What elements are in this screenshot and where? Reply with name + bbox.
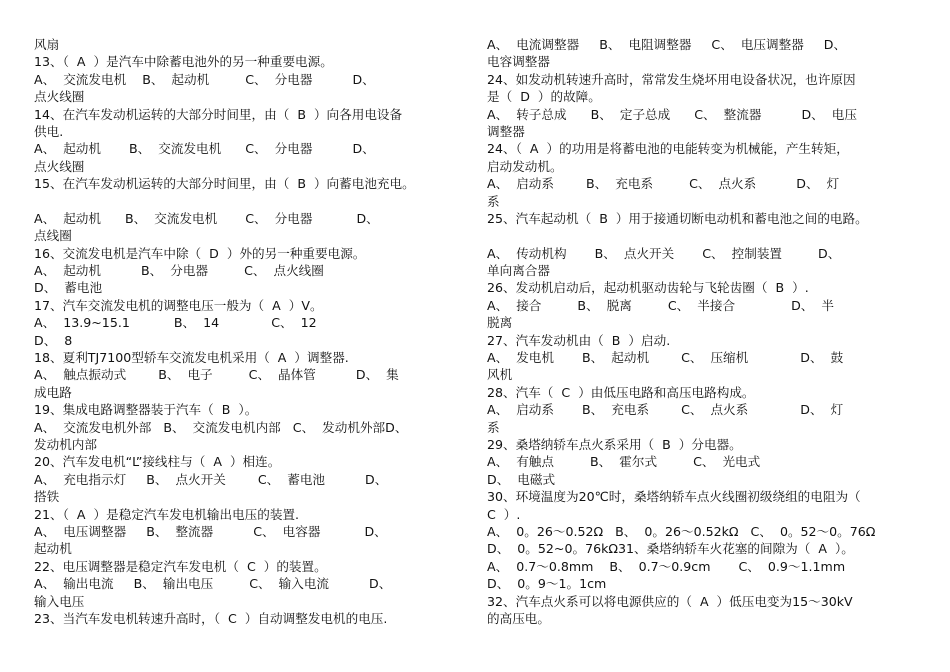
text-line: A、 交流发电机 B、 起动机 C、 分电器 D、 bbox=[34, 71, 375, 87]
text-line: 15、在汽车发动机运转的大部分时间里，由（ B ）向蓄电池充电。 bbox=[34, 176, 415, 192]
text-line: 24、（ A ）的功用是将蓄电池的电能转变为机械能，产生转矩， bbox=[487, 141, 849, 157]
text-line: 风机 bbox=[487, 367, 513, 383]
text-line: A、 电流调整器 B、 电阻调整器 C、 电压调整器 D、 bbox=[487, 37, 847, 52]
right-column bbox=[487, 36, 927, 627]
text-line: 点火线圈 bbox=[34, 89, 85, 105]
text-line: 13、（ A ）是汽车中除蓄电池外的另一种重要电源。 bbox=[34, 54, 333, 70]
text-line: 调整器 bbox=[487, 123, 525, 139]
text-line: 28、汽车（ C ）由低压电路和高压电路构成。 bbox=[487, 384, 755, 400]
text-line: 系 bbox=[487, 193, 500, 209]
text-line: 成电路 bbox=[34, 384, 72, 400]
text-line: 风扇 bbox=[34, 37, 60, 52]
text-line: A、 启动系 B、 充电系 C、 点火系 D、 灯 bbox=[487, 176, 840, 192]
text-line: 脱离 bbox=[487, 315, 513, 331]
text-line: A、 输出电流 B、 输出电压 C、 输入电流 D、 bbox=[34, 576, 392, 592]
text-line: 14、在汽车发动机运转的大部分时间里，由（ B ）向各用电设备 bbox=[34, 106, 403, 122]
text-line: A、 发电机 B、 起动机 C、 压缩机 D、 鼓 bbox=[487, 350, 844, 366]
text-line: A、 接合 B、 脱离 C、 半接合 D、 半 bbox=[487, 297, 834, 313]
text-line: 单向离合器 bbox=[487, 263, 550, 279]
text-line: 点线圈 bbox=[34, 228, 72, 244]
text-line: 17、汽车交流发电机的调整电压一般为（ A ）V。 bbox=[34, 297, 323, 313]
text-line: A、 启动系 B、 充电系 C、 点火系 D、 灯 bbox=[487, 402, 844, 418]
text-line: D、 电磁式 bbox=[487, 471, 556, 487]
text-line: A、 充电指示灯 B、 点火开关 C、 蓄电池 D、 bbox=[34, 471, 388, 487]
text-line: C ）. bbox=[487, 506, 521, 522]
text-line: 30、环境温度为20℃时，桑塔纳轿车点火线圈初级绕组的电阻为（ bbox=[487, 489, 861, 505]
text-line: A、 0。26～0.52Ω B、 0。26～0.52kΩ C、 0。52～0。76Ω bbox=[487, 523, 876, 539]
text-line: 32、汽车点火系可以将电源供应的（ A ）低压电变为15～30kV bbox=[487, 593, 853, 609]
text-line: A、 起动机 B、 交流发电机 C、 分电器 D、 bbox=[34, 210, 379, 226]
text-line: A、 转子总成 B、 定子总成 C、 整流器 D、 电压 bbox=[487, 106, 857, 122]
text-line: 启动发动机。 bbox=[487, 158, 563, 174]
text-line: 18、夏利TJ7100型轿车交流发电机采用（ A ）调整器. bbox=[34, 350, 349, 366]
text-line: 29、桑塔纳轿车点火系采用（ B ）分电器。 bbox=[487, 436, 742, 452]
text-line: 21、（ A ）是稳定汽车发电机输出电压的装置. bbox=[34, 506, 300, 522]
text-line: 26、发动机启动后，起动机驱动齿轮与飞轮齿圈（ B ）. bbox=[487, 280, 809, 296]
text-line: 19、集成电路调整器装于汽车（ B ）。 bbox=[34, 402, 258, 418]
text-line: 23、当汽车发电机转速升高时，（ C ）自动调整发电机的电压. bbox=[34, 610, 388, 626]
text-line: 25、汽车起动机（ B ）用于接通切断电动机和蓄电池之间的电路。 bbox=[487, 210, 868, 226]
text-line: 起动机 bbox=[34, 541, 72, 557]
text-line: D、 8 bbox=[34, 332, 73, 348]
text-line: 的高压电。 bbox=[487, 610, 550, 626]
text-line: 是（ D ）的故障。 bbox=[487, 89, 601, 105]
text-line: 电容调整器 bbox=[487, 54, 550, 70]
text-line: A、 交流发电机外部 B、 交流发电机内部 C、 发动机外部D、 bbox=[34, 419, 408, 435]
text-line: 27、汽车发动机由（ B ）启动. bbox=[487, 332, 671, 348]
text-line: 22、电压调整器是稳定汽车发电机（ C ）的装置。 bbox=[34, 558, 327, 574]
text-line: 16、交流发电机是汽车中除（ D ）外的另一种重要电源。 bbox=[34, 245, 366, 261]
text-line: D、 0。9～1。1cm bbox=[487, 576, 607, 592]
text-line: 搭铁 bbox=[34, 489, 60, 505]
text-line: 点火线圈 bbox=[34, 158, 85, 174]
text-line: 24、如发动机转速升高时，常常发生烧坏用电设备状况，也许原因 bbox=[487, 71, 856, 87]
text-line: A、 传动机构 B、 点火开关 C、 控制装置 D、 bbox=[487, 245, 841, 261]
text-line: A、 起动机 B、 分电器 C、 点火线圈 bbox=[34, 263, 324, 279]
text-line: A、 有触点 B、 霍尔式 C、 光电式 bbox=[487, 454, 761, 470]
text-line: 发动机内部 bbox=[34, 436, 97, 452]
text-line: A、 电压调整器 B、 整流器 C、 电容器 D、 bbox=[34, 523, 387, 539]
text-line: D、 蓄电池 bbox=[34, 280, 103, 296]
text-line: D、 0。52~0。76kΩ31、桑塔纳轿车火花塞的间隙为（ A ）。 bbox=[487, 541, 854, 557]
text-line: A、 0.7～0.8mm B、 0.7～0.9cm C、 0.9～1.1mm bbox=[487, 558, 846, 574]
blank-line bbox=[34, 193, 464, 210]
blank-line bbox=[487, 227, 927, 244]
text-line: A、 起动机 B、 交流发电机 C、 分电器 D、 bbox=[34, 141, 375, 157]
text-line: A、 13.9~15.1 B、 14 C、 12 bbox=[34, 315, 317, 331]
text-line: 供电. bbox=[34, 123, 64, 139]
text-line: 20、汽车发电机“L”接线柱与（ A ）相连。 bbox=[34, 454, 281, 470]
text-line: 输入电压 bbox=[34, 593, 85, 609]
left-column bbox=[34, 36, 464, 627]
text-line: A、 触点振动式 B、 电子 C、 晶体管 D、 集 bbox=[34, 367, 399, 383]
text-line: 系 bbox=[487, 419, 500, 435]
